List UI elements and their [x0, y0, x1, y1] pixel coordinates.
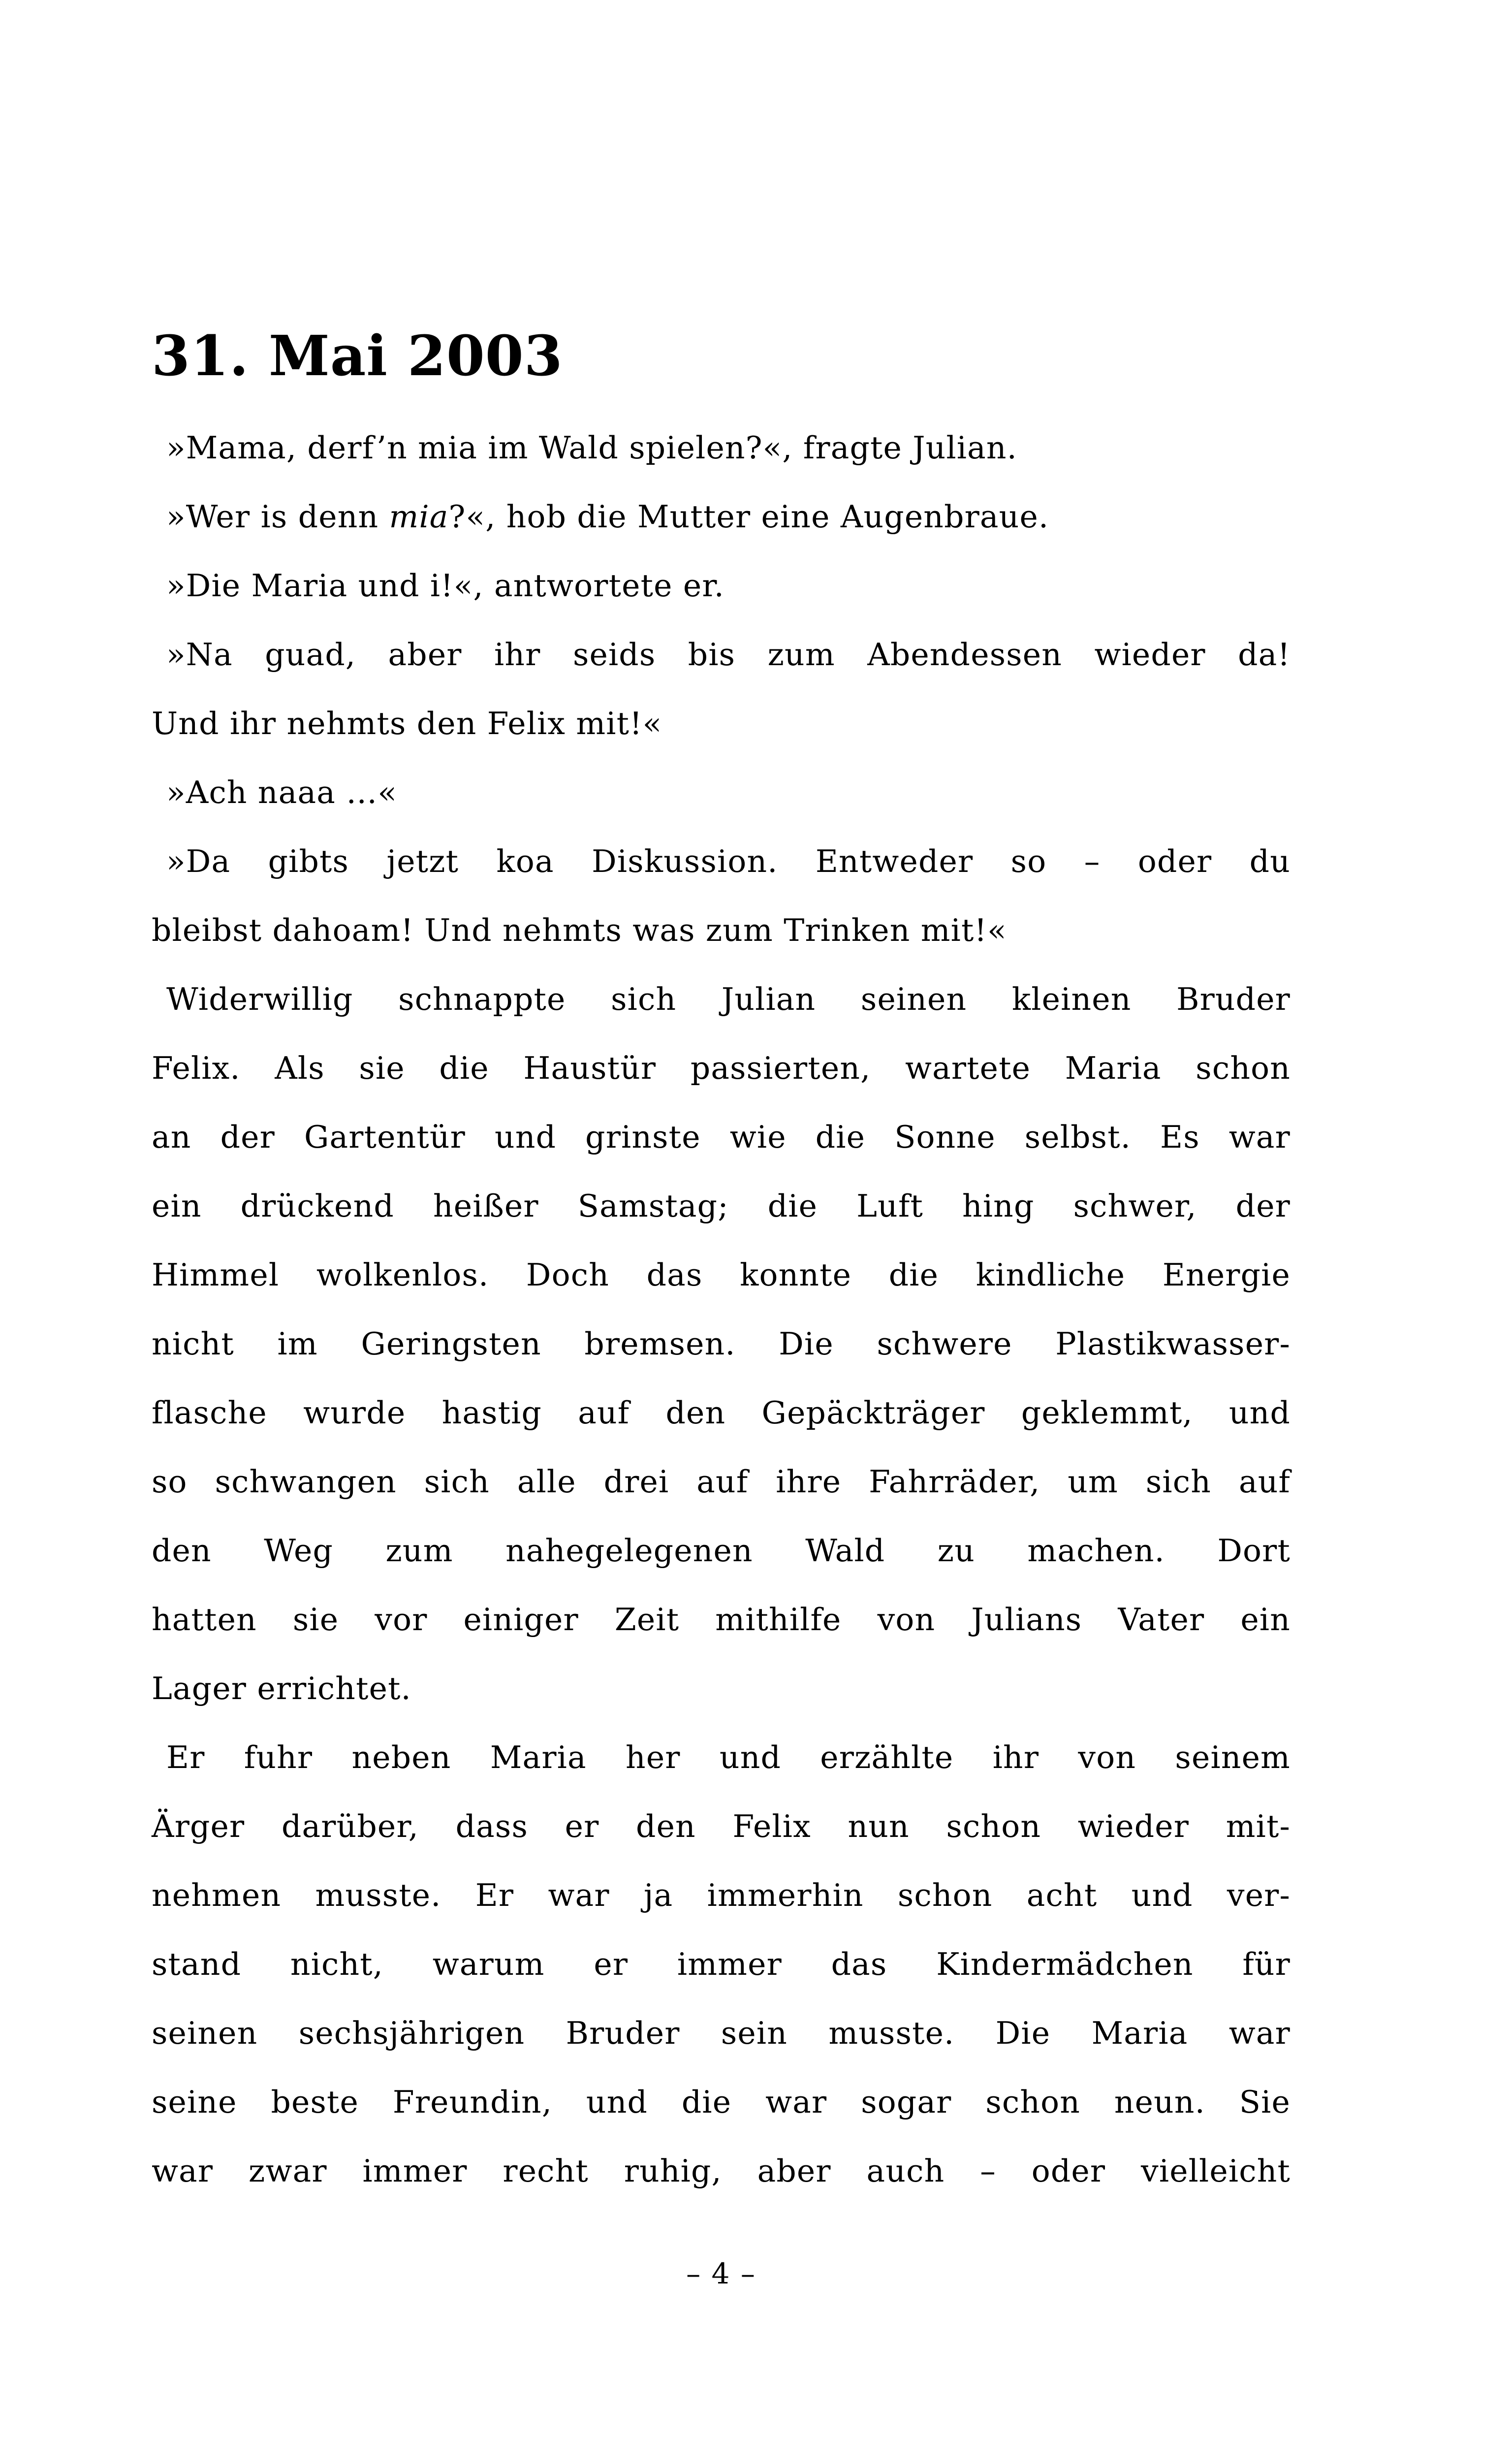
text-segment: nehmen musste. Er war ja immerhin schon acht und ver- [152, 1877, 1291, 1913]
text-line [152, 1585, 1291, 1654]
text-line [152, 1241, 1291, 1310]
text-segment: an der Gartentür und grinste wie die Sonne selbst. Es war [152, 1119, 1291, 1155]
text-segment: den Weg zum nahegelegenen Wald zu machen. Dort [152, 1533, 1291, 1569]
text-line [152, 620, 1291, 689]
text-segment: Himmel wolkenlos. Doch das konnte die kindliche Energie [152, 1257, 1291, 1293]
text-line [152, 2137, 1291, 2206]
text-line [152, 758, 1291, 827]
text-line [152, 1999, 1291, 2068]
page-number: – 4 – [686, 2257, 756, 2290]
text-line [152, 1379, 1291, 1447]
text-segment: war zwar immer recht ruhig, aber auch – oder vielleicht [152, 2153, 1291, 2189]
text-segment: Felix. Als sie die Haustür passierten, wartete Maria schon [152, 1050, 1291, 1086]
text-segment: nicht im Geringsten bremsen. Die schwere Plastikwasser- [152, 1326, 1291, 1362]
text-line [152, 827, 1291, 896]
text-segment: hatten sie vor einiger Zeit mithilfe von Julians Vater ein [152, 1602, 1291, 1638]
text-segment: seine beste Freundin, und die war sogar schon neun. Sie [152, 2084, 1291, 2120]
text-segment: bleibst dahoam! Und nehmts was zum Trinken mit!« [152, 912, 1007, 948]
text-line [152, 551, 1291, 620]
text-line [152, 1861, 1291, 1930]
text-segment: Er fuhr neben Maria her und erzählte ihr von seinem [166, 1739, 1291, 1775]
text-segment: »Na guad, aber ihr seids bis zum Abendessen wieder da! [166, 637, 1291, 673]
text-segment: »Mama, derf’n mia im Wald spielen?«, fragte Julian. [166, 430, 1017, 466]
text-segment: so schwangen sich alle drei auf ihre Fahrräder, um sich auf [152, 1464, 1291, 1500]
text-line [152, 1310, 1291, 1379]
text-line [152, 482, 1291, 551]
italic-text-segment: mia [389, 499, 449, 535]
text-segment: »Da gibts jetzt koa Diskussion. Entweder so – oder du [166, 843, 1291, 879]
text-segment: Widerwillig schnappte sich Julian seinen kleinen Bruder [166, 981, 1291, 1017]
text-line [152, 1723, 1291, 1792]
text-segment: »Ach naaa …« [166, 774, 398, 810]
text-line [152, 1516, 1291, 1585]
text-line [152, 1792, 1291, 1861]
text-segment: Lager errichtet. [152, 1671, 411, 1706]
text-block [152, 414, 1291, 2206]
text-line [152, 1654, 1291, 1723]
text-line [152, 414, 1291, 482]
text-line [152, 965, 1291, 1034]
text-line [152, 2068, 1291, 2137]
text-segment: »Wer is denn [166, 499, 389, 535]
text-segment: ein drückend heißer Samstag; die Luft hing schwer, der [152, 1188, 1291, 1224]
text-segment: seinen sechsjährigen Bruder sein musste. Die Maria war [152, 2015, 1291, 2051]
text-line [152, 896, 1291, 965]
text-line [152, 1103, 1291, 1172]
text-line [152, 1172, 1291, 1241]
text-line [152, 1034, 1291, 1103]
text-segment: Und ihr nehmts den Felix mit!« [152, 706, 662, 741]
text-line [152, 1930, 1291, 1999]
text-line [152, 689, 1291, 758]
text-segment: stand nicht, warum er immer das Kindermädchen für [152, 1946, 1291, 1982]
text-segment: flasche wurde hastig auf den Gepäckträger geklemmt, und [152, 1395, 1291, 1431]
text-segment: Ärger darüber, dass er den Felix nun schon wieder mit- [152, 1808, 1291, 1844]
chapter-heading: 31. Mai 2003 [152, 324, 563, 389]
text-segment: ?«, hob die Mutter eine Augenbraue. [448, 499, 1049, 535]
text-line [152, 1447, 1291, 1516]
text-segment: »Die Maria und i!«, antwortete er. [166, 568, 724, 604]
